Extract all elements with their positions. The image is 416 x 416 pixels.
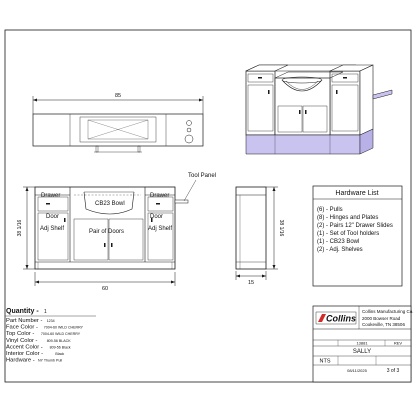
sheet-number: 3 of 3	[386, 368, 400, 374]
address-line2: Cookeville, TN 38506	[362, 322, 405, 327]
spec-value: 7004-60 WILD CHERRY	[40, 332, 81, 337]
spec-label: Vinyl Color -	[6, 337, 38, 344]
spec-value: NY Thumb Pull	[38, 358, 63, 363]
spec-value: 809-56 BLACK	[46, 338, 71, 343]
hardware-list-title: Hardware List	[335, 190, 379, 197]
label-pair-of-doors: Pair of Doors	[89, 229, 125, 235]
drawing-date: 08/11/2025	[347, 368, 367, 373]
front-view	[17, 173, 216, 292]
spec-label: Accent Color -	[6, 344, 43, 351]
side-depth-label: 15	[247, 280, 255, 286]
label-door-left: Door	[46, 214, 60, 220]
side-view-outline	[236, 187, 266, 269]
spec-label: Part Number -	[6, 318, 43, 324]
label-drawer-right: Drawer	[150, 193, 170, 199]
spec-table	[5, 308, 96, 316]
label-door-right: Door	[150, 214, 164, 220]
hardware-item: (2) - Pairs 12" Drawer Slides	[317, 223, 393, 229]
quantity-value: 1	[44, 309, 47, 315]
spec-label: Interior Color -	[6, 351, 44, 357]
label-tool-panel: Tool Panel	[188, 173, 217, 179]
label-adj-shelf-right: Adj Shelf	[148, 226, 173, 232]
spec-rows	[6, 318, 84, 364]
address-line1: 2000 Bowser Road	[362, 316, 401, 321]
hardware-item: (8) - Hinges and Plates	[317, 215, 379, 221]
side-view	[236, 187, 284, 286]
spec-label: Hardware -	[6, 357, 35, 364]
front-tool-panel	[175, 200, 188, 203]
drawing-number: 13881	[356, 340, 368, 346]
logo-text: Collins	[326, 313, 357, 324]
scale: NTS	[319, 358, 331, 365]
spec-value: Black	[55, 352, 65, 356]
hardware-item: (6) - Pulls	[317, 207, 343, 213]
iso-accent-base	[246, 135, 360, 154]
spec-value: 809-56 Black	[49, 345, 71, 350]
side-height-label: 38 1/16	[278, 219, 284, 237]
front-width-label: 60	[101, 286, 109, 292]
label-drawer-left: Drawer	[41, 193, 61, 199]
spec-value: 1234	[46, 319, 55, 323]
top-width-label: 85	[114, 93, 122, 99]
company-name: Collins Manufacturing Co.	[362, 309, 414, 314]
hardware-list	[313, 186, 402, 286]
hardware-item: (2) - Adj. Shelves	[317, 247, 363, 253]
top-view-outline	[33, 114, 203, 146]
top-view	[33, 93, 203, 152]
spec-value: 7004-60 WILD CHERRY	[43, 325, 84, 330]
revision: REV	[393, 340, 403, 346]
hardware-item: (1) - Set of Tool holders	[317, 231, 380, 237]
label-bowl: CB23 Bowl	[95, 201, 125, 207]
collins-logo	[316, 312, 356, 324]
isometric-view	[246, 65, 392, 154]
front-height-label: 38 1/16	[17, 219, 23, 237]
spec-label: Face Color -	[6, 324, 38, 331]
title-block	[313, 306, 414, 382]
product-name: SALLY	[352, 349, 372, 355]
label-adj-shelf-left: Adj Shelf	[40, 226, 65, 232]
hardware-item: (1) - CB23 Bowl	[317, 239, 360, 245]
iso-tool-panel	[373, 90, 392, 99]
spec-label: Top Color -	[6, 331, 35, 338]
quantity-label: Quantity -	[6, 308, 39, 315]
